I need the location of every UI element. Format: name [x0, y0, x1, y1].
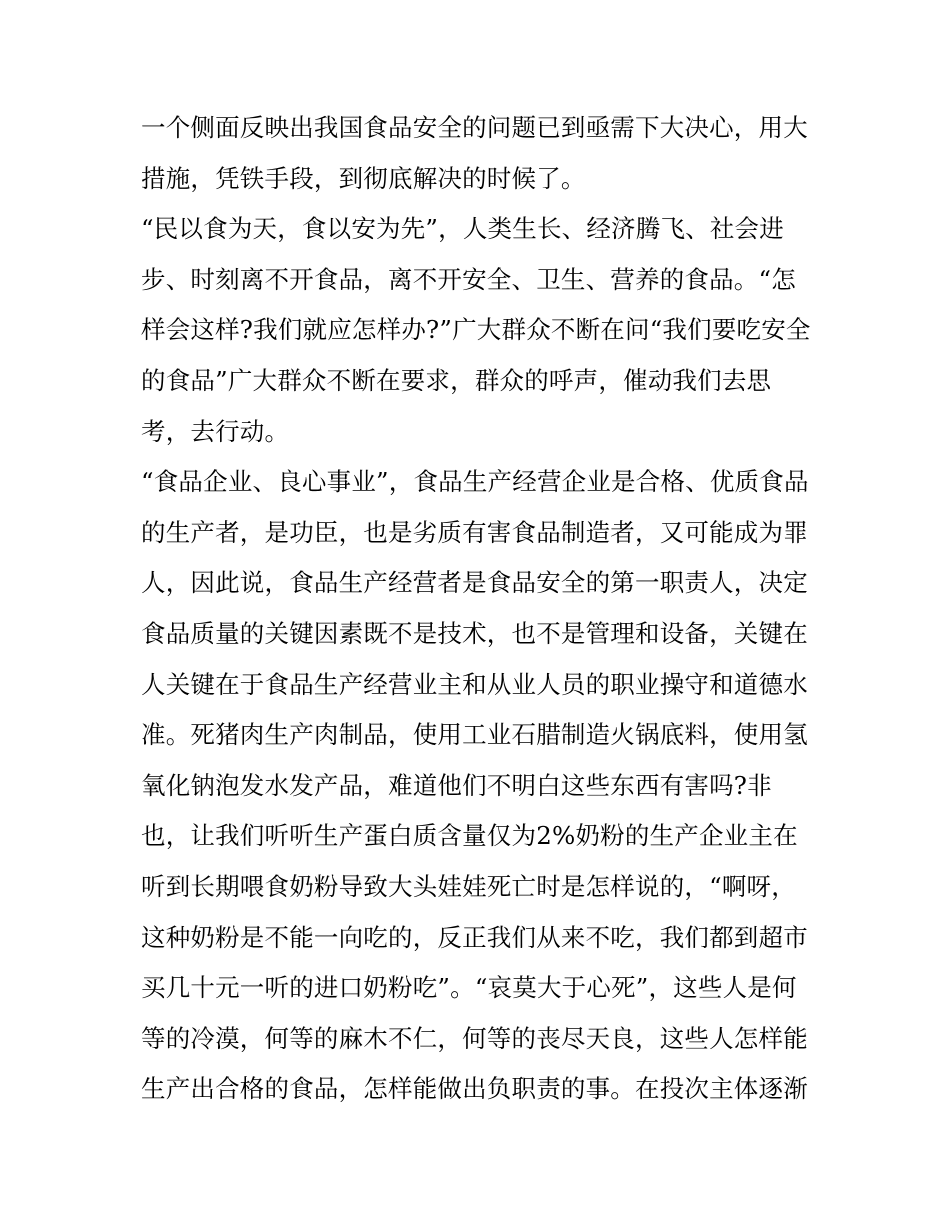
body-text	[141, 103, 821, 1115]
text-line-16: 听到长期喂食奶粉导致大头娃娃死亡时是怎样说的，“啊呀，	[141, 871, 796, 901]
text-line-19: 等的冷漠，何等的麻木不仁，何等的丧尽天良，这些人怎样能	[141, 1023, 808, 1053]
text-line-11: 食品质量的关键因素既不是技术，也不是管理和设备，关键在	[141, 618, 808, 648]
text-line-12: 人关键在于食品生产经营业主和从业人员的职业操守和道德水	[141, 669, 808, 699]
text-line-2: 措施，凭铁手段，到彻底解决的时候了。	[141, 163, 586, 193]
text-line-20: 生产出合格的食品，怎样能做出负职责的事。在投次主体逐渐	[141, 1074, 808, 1104]
text-line-8: “食品企业、良心事业”，食品生产经营企业是合格、优质食品	[141, 467, 809, 497]
text-line-4: 步、时刻离不开食品，离不开安全、卫生、营养的食品。“怎	[141, 264, 796, 294]
text-line-6: 的食品”广大群众不断在要求，群众的呼声，催动我们去思	[141, 365, 772, 395]
text-line-7: 考，去行动。	[141, 416, 290, 446]
text-line-1: 一个侧面反映出我国食品安全的问题已到亟需下大决心，用大	[141, 113, 808, 142]
text-line-15: 也，让我们听听生产蛋白质含量仅为2%奶粉的生产企业主在	[141, 821, 798, 851]
text-line-9: 的生产者，是功臣，也是劣质有害食品制造者，又可能成为罪	[141, 517, 808, 547]
text-line-17: 这种奶粉是不能一向吃的，反正我们从来不吃，我们都到超市	[141, 922, 808, 952]
text-line-10: 人，因此说，食品生产经营者是食品安全的第一职责人，决定	[141, 568, 808, 598]
text-line-18: 买几十元一听的进口奶粉吃”。“哀莫大于心死”，这些人是何	[141, 973, 797, 1003]
text-line-14: 氧化钠泡发水发产品，难道他们不明白这些东西有害吗?非	[141, 770, 772, 800]
text-line-13: 准。死猪肉生产肉制品，使用工业石腊制造火锅底料，使用氢	[141, 720, 808, 750]
text-line-3: “民以食为天，食以安为先”，人类生长、经济腾飞、社会进	[141, 214, 784, 244]
text-line-5: 样会这样?我们就应怎样办?”广大群众不断在问“我们要吃安全	[141, 315, 811, 345]
